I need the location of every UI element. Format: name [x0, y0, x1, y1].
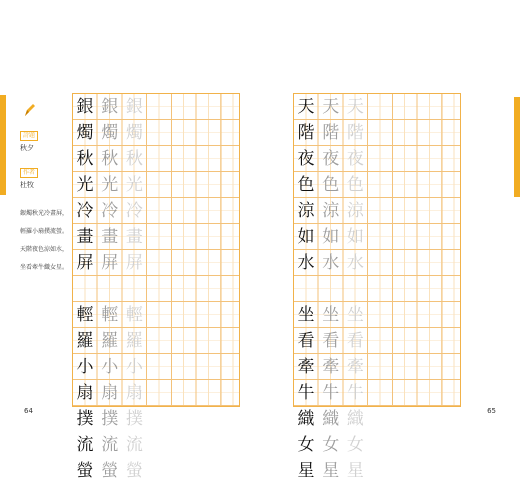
- practice-character: 燭: [76, 122, 94, 143]
- trace-character: 夜: [346, 148, 364, 169]
- practice-character: 水: [297, 252, 315, 273]
- orange-edge-tab-left: [0, 95, 6, 195]
- practice-character: 夜: [297, 148, 315, 169]
- practice-character: 光: [76, 174, 94, 195]
- practice-character: 銀: [76, 96, 94, 117]
- trace-character: 涼: [346, 200, 364, 221]
- practice-character: 羅: [76, 330, 94, 351]
- poem-line: 坐看牽牛織女星。: [20, 264, 69, 271]
- trace-character: 階: [322, 122, 340, 143]
- trace-character: 冷: [101, 200, 119, 221]
- trace-character: 涼: [322, 200, 340, 221]
- trace-character: 秋: [101, 148, 119, 169]
- poem-title: 秋夕: [20, 144, 34, 152]
- poem-text: [20, 200, 68, 281]
- practice-character: 坐: [297, 304, 315, 325]
- trace-character: 銀: [125, 96, 143, 117]
- trace-character: 螢: [101, 460, 119, 481]
- practice-character: 如: [297, 226, 315, 247]
- practice-character: 螢: [76, 460, 94, 481]
- pencil-icon: [22, 102, 36, 118]
- title-tag: 詩題: [20, 131, 38, 141]
- trace-character: 輕: [125, 304, 143, 325]
- trace-character: 羅: [101, 330, 119, 351]
- trace-character: 坐: [346, 304, 364, 325]
- trace-character: 夜: [322, 148, 340, 169]
- trace-character: 冷: [125, 200, 143, 221]
- trace-character: 看: [322, 330, 340, 351]
- trace-character: 看: [346, 330, 364, 351]
- trace-character: 天: [346, 96, 364, 117]
- practice-character: 階: [297, 122, 315, 143]
- practice-character: 涼: [297, 200, 315, 221]
- trace-character: 星: [322, 460, 340, 481]
- trace-character: 牛: [322, 382, 340, 403]
- trace-character: 銀: [101, 96, 119, 117]
- trace-character: 扇: [125, 382, 143, 403]
- trace-character: 水: [346, 252, 364, 273]
- trace-character: 小: [101, 356, 119, 377]
- practice-character: 星: [297, 460, 315, 481]
- trace-character: 畫: [125, 226, 143, 247]
- poem-author: 杜牧: [20, 181, 34, 189]
- practice-character: 牛: [297, 382, 315, 403]
- trace-character: 女: [322, 434, 340, 455]
- trace-character: 扇: [101, 382, 119, 403]
- trace-character: 如: [322, 226, 340, 247]
- trace-character: 織: [322, 408, 340, 429]
- right-page: [260, 0, 520, 500]
- practice-character: 牽: [297, 356, 315, 377]
- practice-character: 織: [297, 408, 315, 429]
- practice-character: 看: [297, 330, 315, 351]
- practice-character: 天: [297, 96, 315, 117]
- page-number-right: 65: [487, 407, 496, 415]
- practice-character: 撲: [76, 408, 94, 429]
- trace-character: 屏: [125, 252, 143, 273]
- trace-character: 牽: [322, 356, 340, 377]
- trace-character: 女: [346, 434, 364, 455]
- trace-character: 畫: [101, 226, 119, 247]
- trace-character: 羅: [125, 330, 143, 351]
- trace-character: 流: [125, 434, 143, 455]
- practice-character: 屏: [76, 252, 94, 273]
- trace-character: 色: [346, 174, 364, 195]
- trace-character: 光: [125, 174, 143, 195]
- poem-line: 天階夜色涼如水，: [20, 246, 69, 253]
- trace-character: 撲: [101, 408, 119, 429]
- practice-character: 畫: [76, 226, 94, 247]
- practice-grid-left: [72, 93, 240, 481]
- trace-character: 星: [346, 460, 364, 481]
- practice-character: 色: [297, 174, 315, 195]
- trace-character: 秋: [125, 148, 143, 169]
- trace-character: 階: [346, 122, 364, 143]
- practice-character: 秋: [76, 148, 94, 169]
- trace-character: 水: [322, 252, 340, 273]
- practice-character: 小: [76, 356, 94, 377]
- practice-character: 輕: [76, 304, 94, 325]
- trace-character: 屏: [101, 252, 119, 273]
- practice-character: 冷: [76, 200, 94, 221]
- poem-line: 輕羅小扇撲流螢。: [20, 228, 69, 235]
- trace-character: 坐: [322, 304, 340, 325]
- trace-character: 織: [346, 408, 364, 429]
- practice-character: 女: [297, 434, 315, 455]
- trace-character: 輕: [101, 304, 119, 325]
- trace-character: 光: [101, 174, 119, 195]
- practice-character: 扇: [76, 382, 94, 403]
- trace-character: 燭: [101, 122, 119, 143]
- poem-info-sidebar: [20, 102, 68, 281]
- poem-line: 銀燭秋光冷畫屏，: [20, 210, 69, 217]
- trace-character: 如: [346, 226, 364, 247]
- practice-grid-right: [293, 93, 461, 481]
- author-tag: 作者: [20, 168, 38, 178]
- page-number-left: 64: [24, 407, 33, 415]
- trace-character: 撲: [125, 408, 143, 429]
- orange-edge-tab-right: [514, 97, 520, 197]
- trace-character: 螢: [125, 460, 143, 481]
- trace-character: 牽: [346, 356, 364, 377]
- trace-character: 色: [322, 174, 340, 195]
- trace-character: 小: [125, 356, 143, 377]
- practice-character: 流: [76, 434, 94, 455]
- trace-character: 牛: [346, 382, 364, 403]
- trace-character: 流: [101, 434, 119, 455]
- trace-character: 天: [322, 96, 340, 117]
- trace-character: 燭: [125, 122, 143, 143]
